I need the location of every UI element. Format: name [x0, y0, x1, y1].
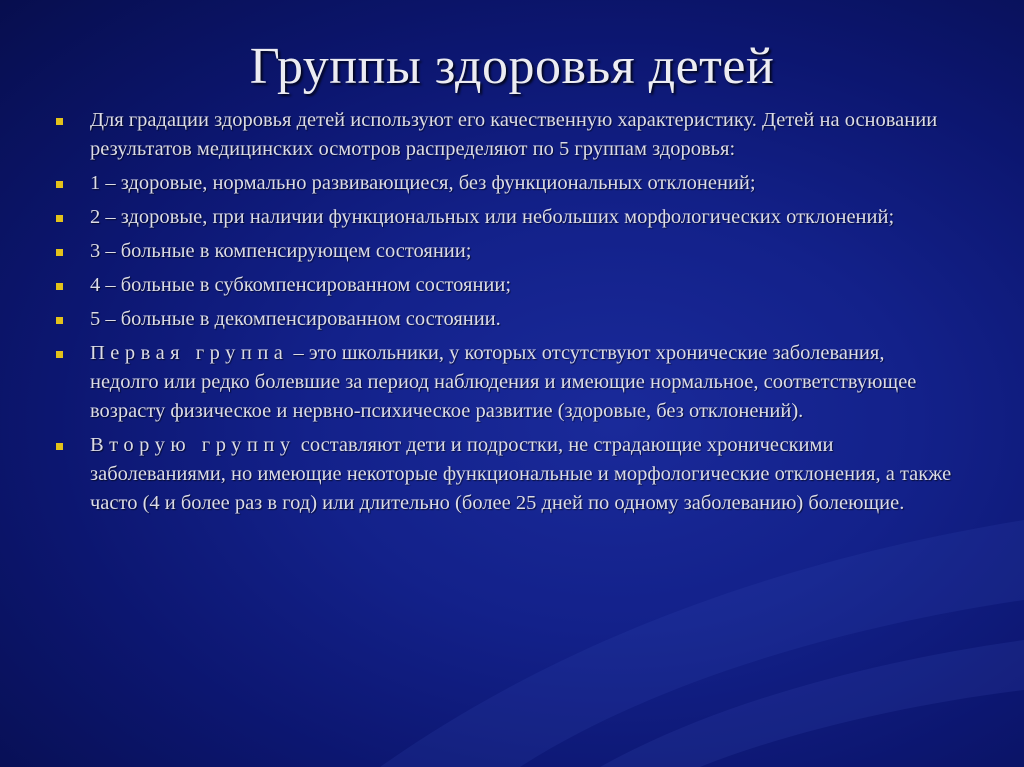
bullet-marker-icon: [56, 181, 63, 188]
bullet-item: [56, 169, 956, 198]
bullet-marker-icon: [56, 317, 63, 324]
bullet-marker-icon: [56, 249, 63, 256]
bullet-lead-term: Первая группа: [90, 342, 289, 364]
bullet-marker-icon: [56, 118, 63, 125]
bullet-marker-icon: [56, 283, 63, 290]
bullet-item: [56, 106, 956, 164]
bullet-item: [56, 203, 956, 232]
bullet-text: 4 – больные в субкомпенсированном состоянии;: [90, 274, 512, 296]
bullet-text: 2 – здоровые, при наличии функциональных или небольших морфологических отклонений;: [90, 206, 895, 228]
bullet-text: 1 – здоровые, нормально развивающиеся, без функциональных отклонений;: [90, 172, 756, 194]
bullet-item: [56, 305, 956, 334]
bullet-item: [56, 237, 956, 266]
bullet-marker-icon: [56, 443, 63, 450]
bullet-text: Для градации здоровья детей используют его качественную характеристику. Детей на основании результатов медицинских осмотров распределяют по 5 группам здоровья:: [90, 109, 938, 160]
bullet-text: 5 – больные в декомпенсированном состоянии.: [90, 308, 501, 330]
bullet-item: [56, 339, 956, 426]
bullet-text: составляют дети и подростки, не страдающие хроническими заболеваниями, но имеющие некоторые функциональные и морфологические отклонения, а также часто (4 и более раз в год) или длительно (более 25 дней по одному заболеванию) болеющие.: [90, 434, 952, 514]
bullet-text: 3 – больные в компенсирующем состоянии;: [90, 240, 472, 262]
bullet-item: [56, 431, 956, 518]
bullet-list: [56, 106, 956, 523]
slide-title: Группы здоровья детей: [249, 38, 775, 95]
bullet-item: [56, 271, 956, 300]
bullet-marker-icon: [56, 215, 63, 222]
bullet-text: – это школьники, у которых отсутствуют хронические заболевания, недолго или редко болевшие за период наблюдения и имеющие нормальное, соответствующее возрасту физическое и нервно-психическое развитие (здоровые, без отклонений).: [90, 342, 917, 422]
bullet-lead-term: Вторую группу: [90, 434, 296, 456]
bullet-marker-icon: [56, 351, 63, 358]
